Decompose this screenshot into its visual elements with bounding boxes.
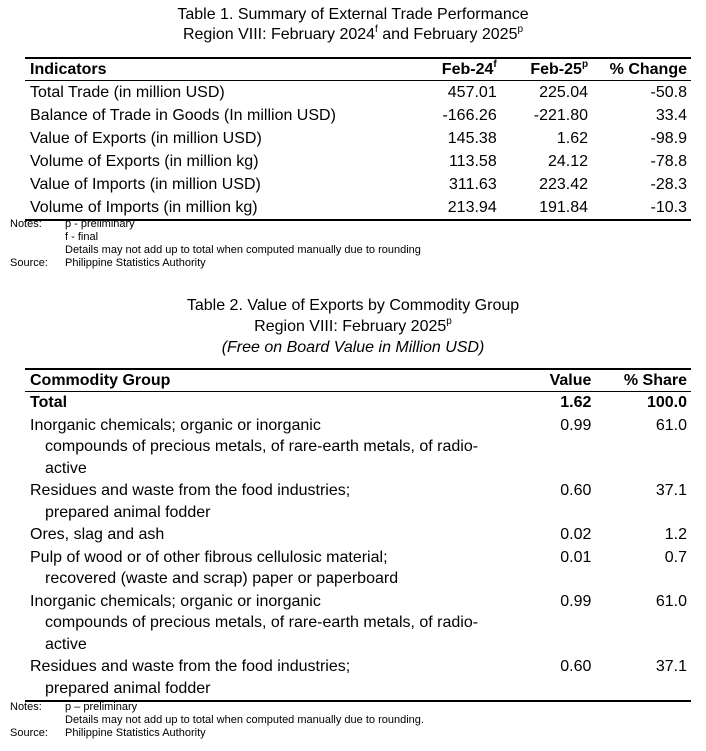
table-row [25, 547, 691, 591]
note-line: p – preliminary [65, 701, 138, 713]
commodity-cell [25, 415, 505, 481]
commodity-name-continued: compounds of precious metals, of rare-earth metals, of radio-active [45, 614, 479, 653]
indicator-cell: Balance of Trade in Goods (In million USD) [30, 107, 336, 124]
exports-by-commodity-table [25, 368, 691, 702]
commodity-name: Inorganic chemicals; organic or inorganic [30, 416, 321, 434]
table2-title-line3: (Free on Board Value in Million USD) [221, 339, 485, 356]
source-text: Philippine Statistics Authority [65, 257, 206, 269]
table-header-row [25, 369, 691, 392]
indicator-cell: Volume of Imports (in million kg) [30, 199, 258, 216]
value-cell: 0.60 [560, 658, 592, 675]
change-cell: -28.3 [650, 176, 687, 193]
table2-title-line1: Table 2. Value of Exports by Commodity Group [186, 297, 520, 314]
table-row [25, 591, 691, 657]
table2-title-line2: Region VIII: February 2025$^p$ [254, 315, 452, 335]
header-share: % Share [591, 369, 691, 392]
source-label: Source: [10, 257, 48, 269]
commodity-cell [25, 591, 505, 657]
feb24-cell: 145.38 [447, 130, 497, 147]
value-cell: 0.99 [560, 416, 592, 434]
notes-label: Notes: [10, 701, 42, 713]
feb24-cell: 457.01 [447, 84, 497, 101]
total-share: 100.0 [646, 394, 687, 411]
commodity-name-continued: prepared animal fodder [45, 503, 211, 521]
source-text: Philippine Statistics Authority [65, 727, 206, 739]
change-cell: 33.4 [655, 107, 687, 124]
value-cell: 0.01 [560, 548, 592, 566]
commodity-name: Inorganic chemicals; organic or inorganic [30, 592, 321, 610]
share-cell: 0.7 [664, 548, 687, 566]
header-feb24: Feb-24$^f$ [411, 58, 496, 81]
change-cell: -78.8 [650, 153, 687, 170]
indicator-cell: Total Trade (in million USD) [30, 84, 225, 101]
external-trade-table [25, 57, 691, 221]
commodity-name-continued: compounds of precious metals, of rare-earth metals, of radio-active [45, 438, 479, 477]
table-row [25, 415, 691, 481]
feb25-cell: 225.04 [539, 84, 589, 101]
total-row [25, 392, 691, 415]
commodity-name-continued: prepared animal fodder [45, 679, 211, 697]
feb25-cell: -221.80 [533, 107, 589, 124]
indicator-cell: Value of Imports (in million USD) [30, 176, 261, 193]
header-commodity-group: Commodity Group [25, 369, 505, 392]
note-line: f - final [65, 231, 99, 243]
share-cell: 37.1 [655, 658, 687, 675]
commodity-cell [25, 524, 505, 547]
feb24-cell: 113.58 [448, 153, 497, 170]
indicator-cell: Volume of Exports (in million kg) [30, 153, 259, 170]
notes-label: Notes: [10, 218, 42, 230]
indicator-cell: Value of Exports (in million USD) [30, 130, 262, 147]
table-row [25, 480, 691, 524]
share-cell: 37.1 [655, 482, 687, 499]
total-value: 1.62 [560, 394, 592, 411]
commodity-cell [25, 480, 505, 524]
share-cell: 61.0 [655, 416, 687, 434]
header-feb25: Feb-25$^p$ [497, 58, 588, 81]
share-cell: 61.0 [655, 592, 687, 610]
value-cell: 0.60 [560, 482, 592, 499]
header-value: Value [505, 369, 591, 392]
table1-title-line1: Table 1. Summary of External Trade Performance [177, 6, 529, 23]
value-cell: 0.02 [560, 526, 592, 543]
table-row [25, 196, 691, 220]
table-row [25, 150, 691, 173]
table-row [25, 81, 691, 105]
table-row [25, 173, 691, 196]
commodity-name: Residues and waste from the food industries; [30, 658, 351, 675]
feb25-cell: 24.12 [548, 153, 589, 170]
table1-title-line2: Region VIII: February 2024$^f$ and February 2025$^p$ [182, 23, 524, 43]
commodity-name-continued: recovered (waste and scrap) paper or paperboard [45, 570, 399, 587]
header-change: % Change [588, 58, 691, 81]
source-label: Source: [10, 727, 48, 739]
change-cell: -50.8 [650, 84, 687, 101]
table-row [25, 656, 691, 701]
commodity-cell [25, 656, 505, 701]
commodity-name: Pulp of wood or of other fibrous cellulosic material; [30, 548, 388, 566]
total-label: Total [30, 394, 68, 411]
share-cell: 1.2 [664, 526, 687, 543]
table-row [25, 104, 691, 127]
commodity-cell [25, 547, 505, 591]
table2-notes [10, 701, 424, 740]
commodity-name: Residues and waste from the food industries; [30, 482, 351, 499]
change-cell: -10.3 [650, 199, 687, 216]
change-cell: -98.9 [650, 130, 687, 147]
feb24-cell: 311.63 [448, 176, 497, 193]
feb24-cell: 213.94 [447, 199, 497, 216]
table-header-row [25, 58, 691, 81]
feb25-cell: 223.42 [539, 176, 589, 193]
table1-notes [10, 218, 421, 270]
feb25-cell: 191.84 [539, 199, 589, 216]
table-row [25, 524, 691, 547]
feb25-cell: 1.62 [556, 130, 589, 147]
note-line: Details may not add up to total when computed manually due to rounding [65, 244, 421, 256]
value-cell: 0.99 [560, 592, 592, 610]
commodity-name: Ores, slag and ash [30, 526, 165, 543]
note-line: p - preliminary [65, 218, 135, 230]
table-row [25, 127, 691, 150]
note-line: Details may not add up to total when computed manually due to rounding. [65, 714, 424, 726]
feb24-cell: -166.26 [442, 107, 497, 124]
header-indicators: Indicators [25, 58, 411, 81]
